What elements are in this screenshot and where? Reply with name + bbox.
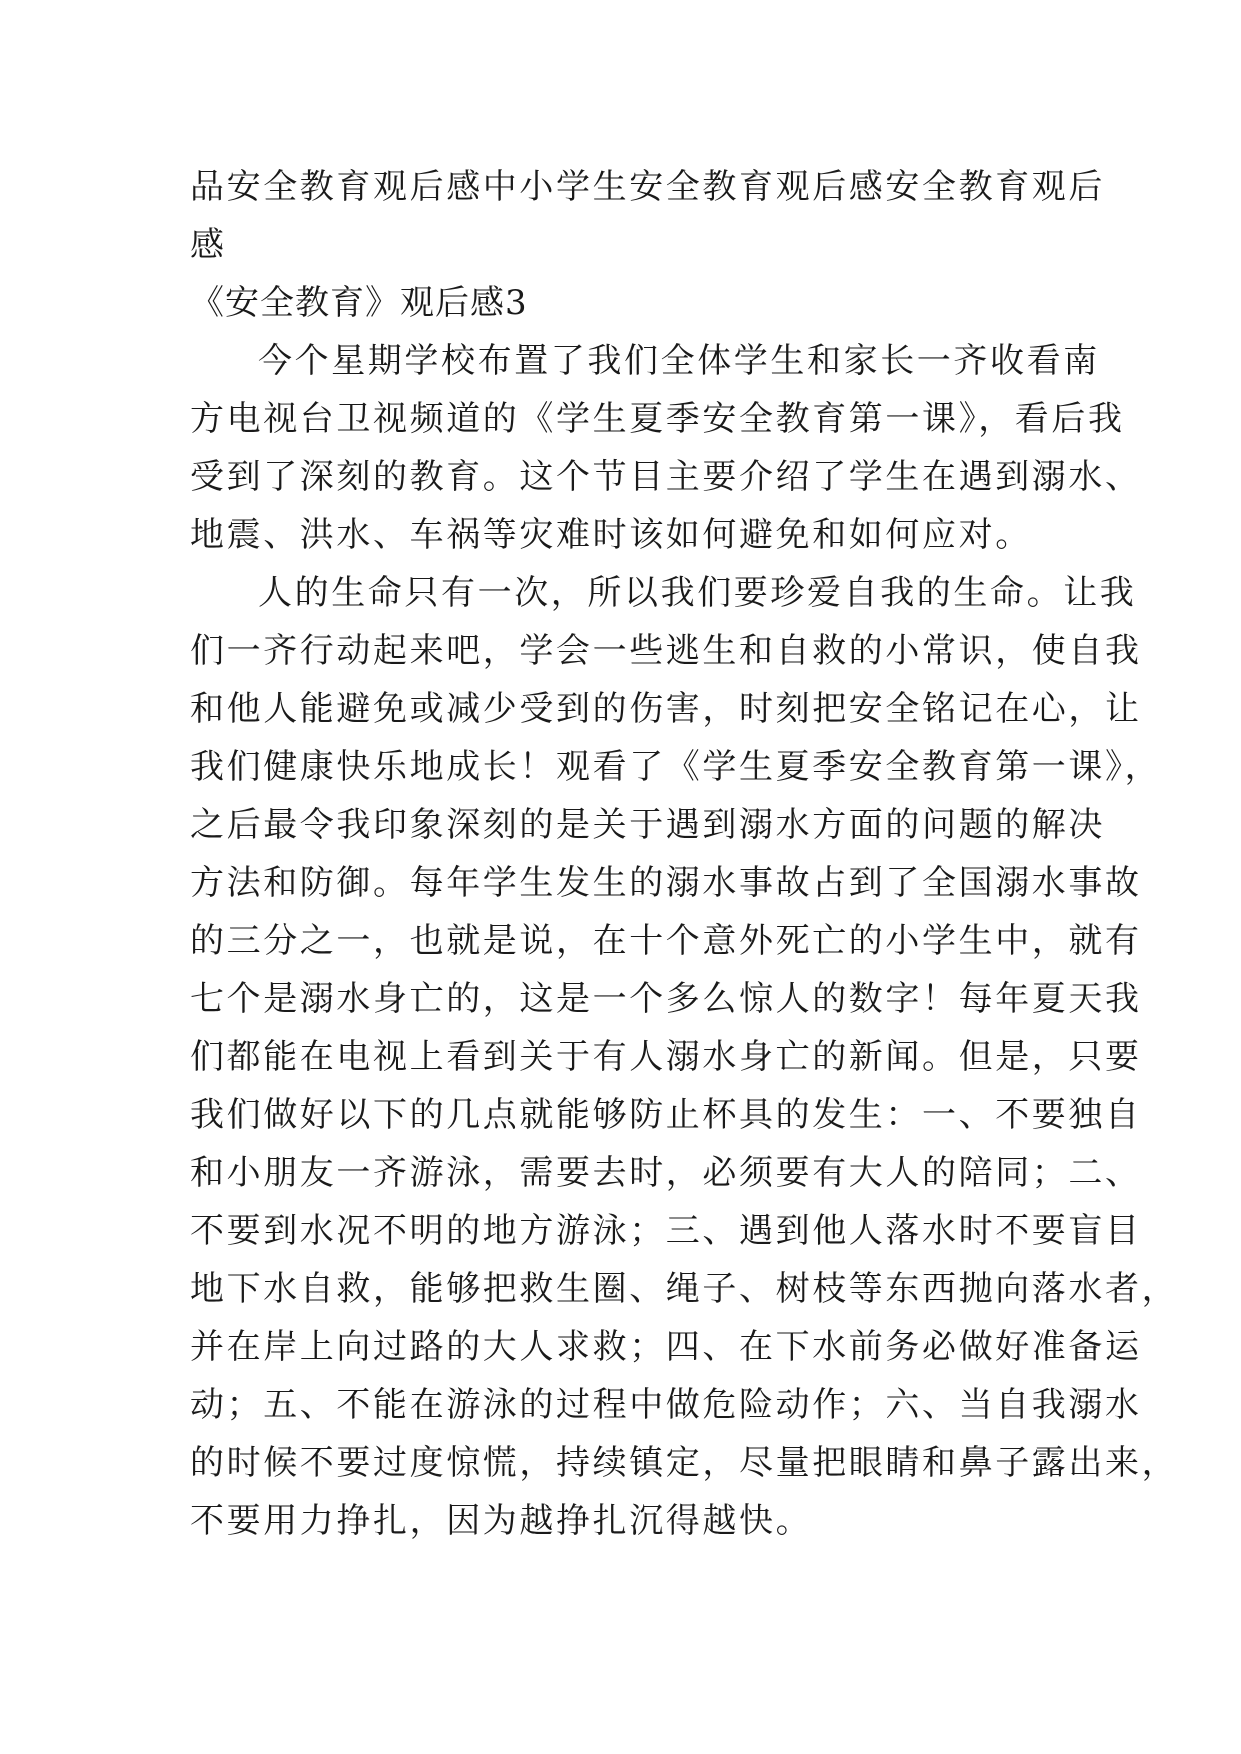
paragraph-line: 不要用力挣扎，因为越挣扎沉得越快。 bbox=[190, 1501, 813, 1541]
paragraph-line: 地震、洪水、车祸等灾难时该如何避免和如何应对。 bbox=[190, 515, 1032, 555]
paragraph-line: 我们健康快乐地成长！观看了《学生夏季安全教育第一课》， bbox=[190, 747, 1162, 787]
paragraph-line: 的三分之一，也就是说，在十个意外死亡的小学生中，就有 bbox=[190, 921, 1142, 961]
paragraph-line: 的时候不要过度惊慌，持续镇定，尽量把眼睛和鼻子露出来， bbox=[190, 1443, 1179, 1483]
paragraph-line: 们都能在电视上看到关于有人溺水身亡的新闻。但是，只要 bbox=[190, 1037, 1142, 1077]
paragraph-2 bbox=[190, 564, 1179, 1550]
continued-title-line: 品安全教育观后感中小学生安全教育观后感安全教育观后 bbox=[190, 167, 1105, 207]
paragraph-line: 我们做好以下的几点就能够防止杯具的发生：一、不要独自 bbox=[190, 1095, 1142, 1135]
paragraph-line: 不要到水况不明的地方游泳；三、遇到他人落水时不要盲目 bbox=[190, 1211, 1142, 1251]
paragraph-line: 七个是溺水身亡的，这是一个多么惊人的数字！每年夏天我 bbox=[190, 979, 1142, 1019]
paragraph-line: 人的生命只有一次，所以我们要珍爱自我的生命。让我 bbox=[258, 573, 1137, 613]
paragraph-line: 和小朋友一齐游泳，需要去时，必须要有大人的陪同；二、 bbox=[190, 1153, 1142, 1193]
paragraph-line: 今个星期学校布置了我们全体学生和家长一齐收看南 bbox=[258, 341, 1100, 381]
paragraph-line: 方法和防御。每年学生发生的溺水事故占到了全国溺水事故 bbox=[190, 863, 1142, 903]
document-text bbox=[190, 158, 1179, 1550]
paragraph-1 bbox=[190, 332, 1142, 564]
paragraph-line: 受到了深刻的教育。这个节目主要介绍了学生在遇到溺水、 bbox=[190, 457, 1142, 497]
continued-title-line: 感 bbox=[190, 225, 227, 265]
paragraph-line: 方电视台卫视频道的《学生夏季安全教育第一课》，看后我 bbox=[190, 399, 1125, 439]
paragraph-line: 并在岸上向过路的大人求救；四、在下水前务必做好准备运 bbox=[190, 1327, 1142, 1367]
paragraph-line: 动；五、不能在游泳的过程中做危险动作；六、当自我溺水 bbox=[190, 1385, 1142, 1425]
paragraph-line: 之后最令我印象深刻的是关于遇到溺水方面的问题的解决 bbox=[190, 805, 1105, 845]
paragraph-line: 地下水自救，能够把救生圈、绳子、树枝等东西抛向落水者， bbox=[190, 1269, 1179, 1309]
section-heading: 《安全教育》观后感3 bbox=[190, 283, 528, 323]
paragraph-line: 和他人能避免或减少受到的伤害，时刻把安全铭记在心，让 bbox=[190, 689, 1142, 729]
paragraph-line: 们一齐行动起来吧，学会一些逃生和自救的小常识，使自我 bbox=[190, 631, 1142, 671]
